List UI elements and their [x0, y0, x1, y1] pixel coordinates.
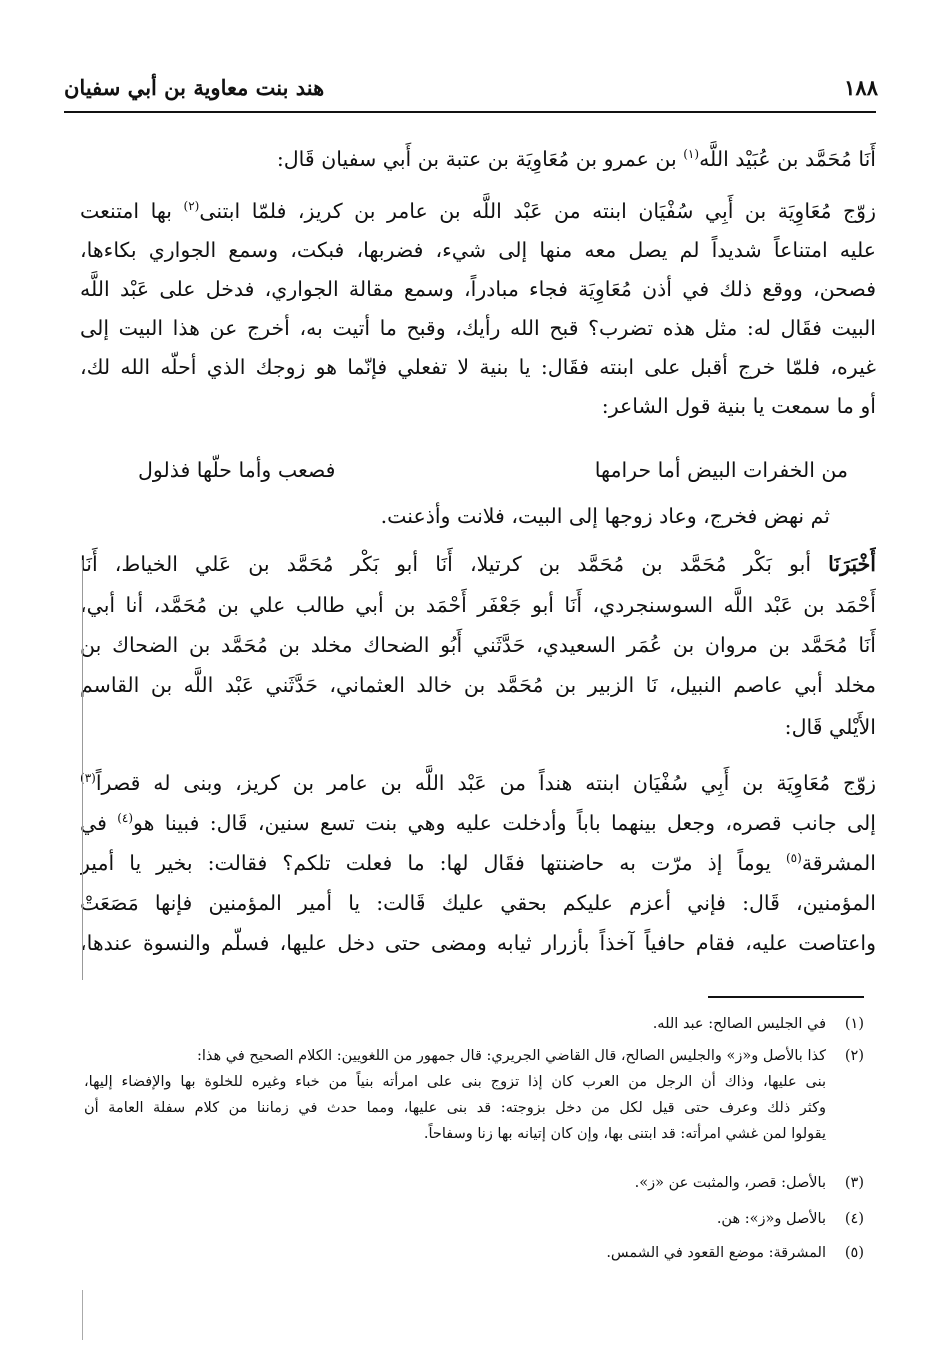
footnote: (٥)المشرقة: موضع القعود في الشمس.: [84, 1240, 864, 1266]
footnote-continuation: وكثر ذلك وعرف حتى قيل لكل من دخل بزوجته: قد بنى عليها، ومما حدث في زماننا من كلام سفلة العامة أن: [84, 1100, 826, 1116]
footnote-ref: (١): [683, 147, 700, 162]
isnad-line: أَنَا مُحَمَّد بن مروان بن عُمَر السعيدي، حَدَّثَني أَبُو الضحاك مخلد بن مُحَمَّد بن الضحاك بن: [80, 633, 876, 657]
isnad-line: مخلد أبي عاصم النبيل، نَا الزبير بن مُحَمَّد بن خالد العثماني، حَدَّثَني عَبْد اللَّه بن القاسم: [80, 673, 876, 697]
verse-line: [138, 452, 848, 488]
body-line: أو ما سمعت يا بنية قول الشاعر:: [601, 394, 876, 418]
body-line: عليه امتناعاً شديداً لم يصل معه منها إلى شيء، فضربها، فبكت، وسمع الجواري بكاءها،: [80, 238, 876, 262]
footnote-number: (١): [844, 1016, 864, 1032]
body-line: البيت فقَال له: مثل هذه تضرب؟ قبح الله رأيك، وقبح ما أتيت به، أخرج عن هذا البيت إلى: [80, 316, 876, 340]
isnad-line: أَحْمَد بن عَبْد اللَّه السوسنجردي، أَنَا أبو جَعْفَر أَحْمَد بن أبي طالب علي بن مُحَمَّد، أنا أبي،: [80, 593, 876, 617]
footnote-ref: (٢): [183, 199, 200, 214]
footnote-number: (٣): [844, 1175, 864, 1191]
isnad-line: أَخْبَرَنَا أبو بَكْر مُحَمَّد بن مُحَمَّد بن كرتيلا، أَنَا أبو بَكْر مُحَمَّد بن عَلي الخياط، أَنَا: [80, 552, 876, 576]
footnote-ref: (٣): [80, 771, 96, 786]
body-line: واعتاصت عليه، فقام حافياً آخذاً بأزرار ثيابه ومضى حتى دخل عليها، فسلّم والنسوة عندها،: [80, 931, 876, 955]
footnote-continuation: يقولوا لمن غشي امرأته: قد ابتنى بها، وإن كان إتيانه بها زنا وسفاحاً.: [423, 1126, 826, 1142]
body-line: زوّج مُعَاوِيَة بن أَبِي سُفْيَان ابنته هنداً من عَبْد اللَّه بن عامر بن كريز، وبنى له قصراً$^{(٣)}$: [80, 771, 876, 795]
isnad-line: الأَيْلي قَال:: [784, 715, 876, 739]
verse-hemistich-2: فصعب وأما حلّها فذلول: [138, 458, 336, 482]
footnote-number: (٥): [844, 1245, 864, 1261]
footnote-continuation: بنى عليها، وذاك أن الرجل من العرب كان إذا تزوج بنى على امرأته بنياً من خباء وغيره للخلوة بها والإفضاء إليها،: [84, 1074, 826, 1090]
scan-margin-line: [82, 1290, 83, 1340]
body-line: فصحن، ووقع ذلك في أذن مُعَاوِيَة فجاء مبادراً، وسمع مقالة الجواري، فدخل على عَبْد اللَّه: [80, 277, 876, 301]
running-title: هند بنت معاوية بن أبي سفيان: [64, 75, 325, 100]
body-line: غيره، فلمّا خرج أقبل على ابنته فقَال: يا بنية لا تفعلي فإنّما هو زوجك الذي أحلّه الله لك،: [80, 355, 876, 379]
footnote: (١)في الجليس الصالح: عبد الله.: [84, 1011, 864, 1037]
body-line: زوّج مُعَاوِيَة بن أَبِي سُفْيَان ابنته من عَبْد اللَّه بن عامر بن كريز، فلمّا ابتنى$^{(٢)}$ بها امتنعت: [80, 199, 876, 223]
header-rule: [64, 111, 876, 113]
footnote-number: (٤): [844, 1211, 864, 1227]
body-line: المؤمنين، قَال: فإني أعزم عليكم بحقي عليك قَالت: يا أمير المؤمنين فإنها مَصَعَتْ: [80, 891, 876, 915]
body-line: المشرقة$^{(٥)}$ يوماً إذ مرّت به حاضنتها فقَال لها: ما فعلت تلكم؟ فقالت: بخير يا أمير: [80, 851, 876, 875]
body-line: إلى جانب قصره، وجعل بينهما باباً وأدخلت عليه وهي بنت تسع سنين، قَال: فبينا هو$^{(٤)}$ في: [80, 811, 876, 835]
footnote-ref: (٥): [785, 851, 802, 866]
page-number: ١٨٨: [844, 75, 878, 100]
footnote: (٢)كذا بالأصل و«ز» والجليس الصالح، قال القاضي الجريري: قال جمهور من اللغويين: الكلام الصحيح في هذا:: [84, 1043, 864, 1069]
scan-margin-line: [82, 560, 83, 980]
verse-hemistich-1: من الخفرات البيض أما حرامها: [594, 458, 848, 482]
footnote: (٤)بالأصل و«ز»: هن.: [84, 1206, 864, 1232]
footnote-number: (٢): [844, 1048, 864, 1064]
footnote-rule: [708, 996, 864, 998]
footnote-ref: (٤): [117, 811, 134, 826]
akhbarana-lead: أَخْبَرَنَا: [828, 552, 876, 576]
footnote: (٣)بالأصل: قصر، والمثبت عن «ز».: [84, 1170, 864, 1196]
body-line: ثم نهض فخرج، وعاد زوجها إلى البيت، فلانت وأذعنت.: [380, 504, 830, 528]
body-line: أَنَا مُحَمَّد بن عُبَيْد اللَّه$^{(١)}$ بن عمرو بن مُعَاوِيَة بن عتبة بن أَبي سفيان قَال:: [276, 147, 876, 171]
